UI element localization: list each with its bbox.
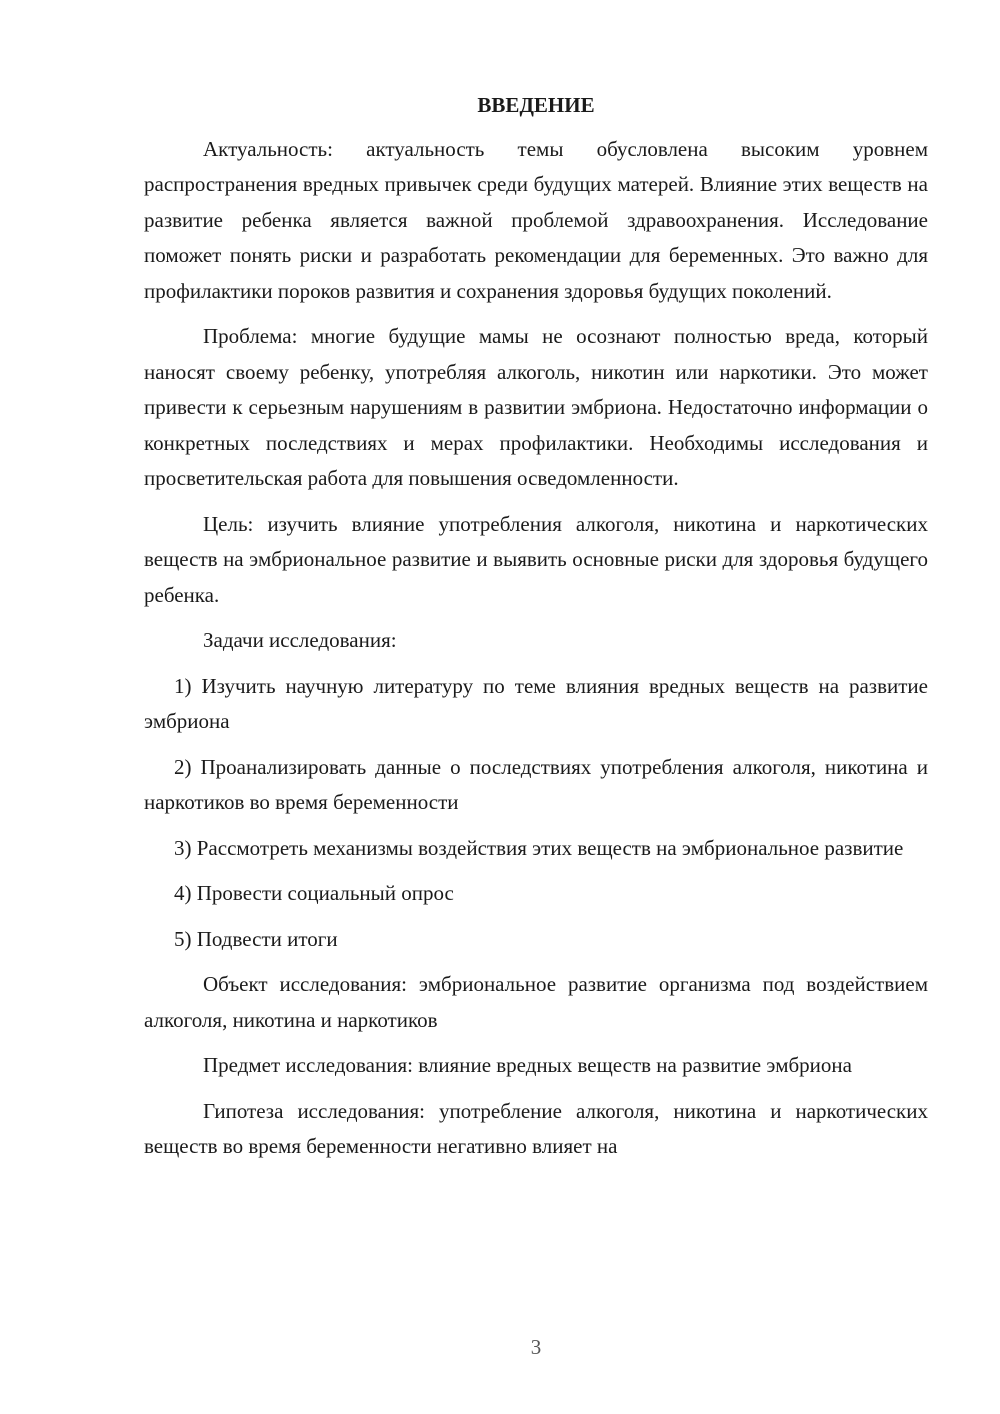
relevance-paragraph: Актуальность: актуальность темы обусловлена высоким уровнем распространения вредных привычек среди будущих матерей. Влияние этих веществ на развитие ребенка является важной проблемой здравоохранения. Исследование поможет понять риски и разработать рекомендации для беременных. Это важно для профилактики пороков развития и сохранения здоровья будущих поколений. (144, 136, 928, 303)
problem-paragraph: Проблема: многие будущие мамы не осознают полностью вреда, который наносят своему ребенку, употребляя алкоголь, никотин или наркотики. Это может привести к серьезным нарушениям в развитии эмбриона. Недостаточно информации о конкретных последствиях и мерах профилактики. Необходимы исследования и просветительская работа для повышения осведомленности. (144, 324, 928, 490)
subject-paragraph: Предмет исследования: влияние вредных веществ на развитие эмбриона (203, 1053, 852, 1077)
object-paragraph: Объект исследования: эмбриональное развитие организма под воздействием алкоголя, никотина и наркотиков (144, 972, 928, 1032)
task-item-1: 1) Изучить научную литературу по теме влияния вредных веществ на развитие эмбриона (144, 673, 928, 733)
hypothesis-paragraph: Гипотеза исследования: употребление алкоголя, никотина и наркотических веществ во время беременности негативно влияет на (144, 1098, 928, 1158)
task-item-5: 5) Подвести итоги (174, 926, 338, 951)
task-item-4: 4) Провести социальный опрос (174, 881, 454, 905)
task-item-3: 3) Рассмотреть механизмы воздействия этих веществ на эмбриональное развитие (174, 835, 904, 860)
task-item-2: 2) Проанализировать данные о последствиях употребления алкоголя, никотина и наркотиков во время беременности (144, 754, 928, 814)
tasks-heading: Задачи исследования: (203, 628, 397, 652)
page-title: ВВЕДЕНИЕ (477, 93, 595, 117)
goal-paragraph: Цель: изучить влияние употребления алкоголя, никотина и наркотических веществ на эмбриональное развитие и выявить основные риски для здоровья будущего ребенка. (144, 511, 928, 607)
document-page (144, 88, 928, 1175)
page-number: 3 (530, 1335, 542, 1359)
